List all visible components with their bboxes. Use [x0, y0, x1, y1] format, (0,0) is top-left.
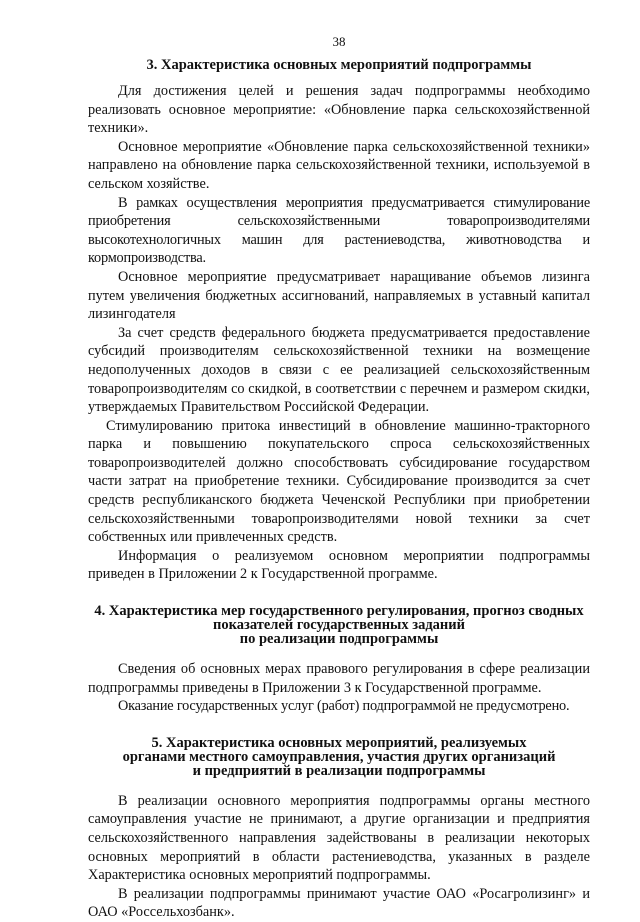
section-3-paragraph-5: За счет средств федерального бюджета предусматривается предоставление субсидий производителям сельскохозяйственной техники на возмещение недополученных доходов в связи с ее реализацией сельскохозяйственным товаропроизводителям со скидкой, в соответствии с перечнем и размером скидки, утверждаемых Правительством Российской Федерации. [88, 324, 590, 416]
section-5-paragraph-1: В реализации основного мероприятия подпрограммы органы местного самоуправления участие не принимают, а другие организации и предприятия сельскохозяйственного направления задействованы в реализации некоторых основных мероприятий в области растениеводства, указанных в разделе Характеристика основных мероприятий подпрограммы. [88, 792, 590, 884]
section-3-paragraph-3: В рамках осуществления мероприятия предусматривается стимулирование приобретения сельскохозяйственными товаропроизводителями высокотехнологичных машин для растениеводства, животноводства и кормопроизводства. [88, 194, 590, 267]
section-4-heading-line-1: 4. Характеристика мер государственного регулирования, прогноз сводных [94, 603, 584, 620]
section-3-paragraph-4: Основное мероприятие предусматривает наращивание объемов лизинга путем увеличения бюджетных ассигнований, направляемых в уставный капитал лизингодателя [88, 268, 590, 323]
section-4-paragraph-1: Сведения об основных мерах правового регулирования в сфере реализации подпрограммы приведены в Приложении 3 к Государственной программе. [88, 661, 590, 696]
section-5-paragraph-2: В реализации подпрограммы принимают участие ОАО «Росагролизинг» и ОАО «Россельхозбанк». [88, 885, 590, 921]
section-5-heading-line-3: и предприятий в реализации подпрограммы [192, 762, 486, 779]
section-5-heading [88, 736, 590, 778]
section-4-paragraph-2: Оказание государственных услуг (работ) подпрограммой не предусмотрено. [118, 698, 570, 715]
section-3-heading [88, 58, 590, 72]
section-4-heading-line-2: показателей государственных заданий [213, 617, 465, 634]
section-3-paragraph-7: Информация о реализуемом основном мероприятии подпрограммы приведен в Приложении 2 к Государственной программе. [88, 547, 590, 583]
section-3-paragraph-1: Для достижения целей и решения задач подпрограммы необходимо реализовать основное мероприятие: «Обновление парка сельскохозяйственной техники». [88, 83, 590, 137]
section-5-heading-line-1: 5. Характеристика основных мероприятий, реализуемых [151, 734, 527, 751]
section-3-body [88, 82, 590, 584]
section-3-paragraph-2: Основное мероприятие «Обновление парка сельскохозяйственной техники» направлено на обновление парка сельскохозяйственной техники, используемой в сельском хозяйстве. [88, 138, 590, 192]
section-5-heading-line-2: органами местного самоуправления, участия других организаций [122, 748, 556, 765]
section-4-heading [88, 604, 590, 646]
section-3-heading-line-1: 3. Характеристика основных мероприятий подпрограммы [146, 57, 532, 73]
section-4-body [88, 660, 590, 716]
section-5-body [88, 792, 590, 922]
section-3-paragraph-6: Стимулированию притока инвестиций в обновление машинно-тракторного парка и повышению покупательского спроса сельскохозяйственных товаропроизводителей должно способствовать субсидирование государством части затрат на приобретение техники. Субсидирование производится за счет средств республиканского бюджета Чеченской Республики при приобретении сельскохозяйственными товаропроизводителями новой техники за счет собственных или привлеченных средств. [88, 417, 590, 546]
section-4-heading-line-3: по реализации подпрограммы [239, 631, 439, 648]
page-number: 38 [332, 34, 346, 49]
